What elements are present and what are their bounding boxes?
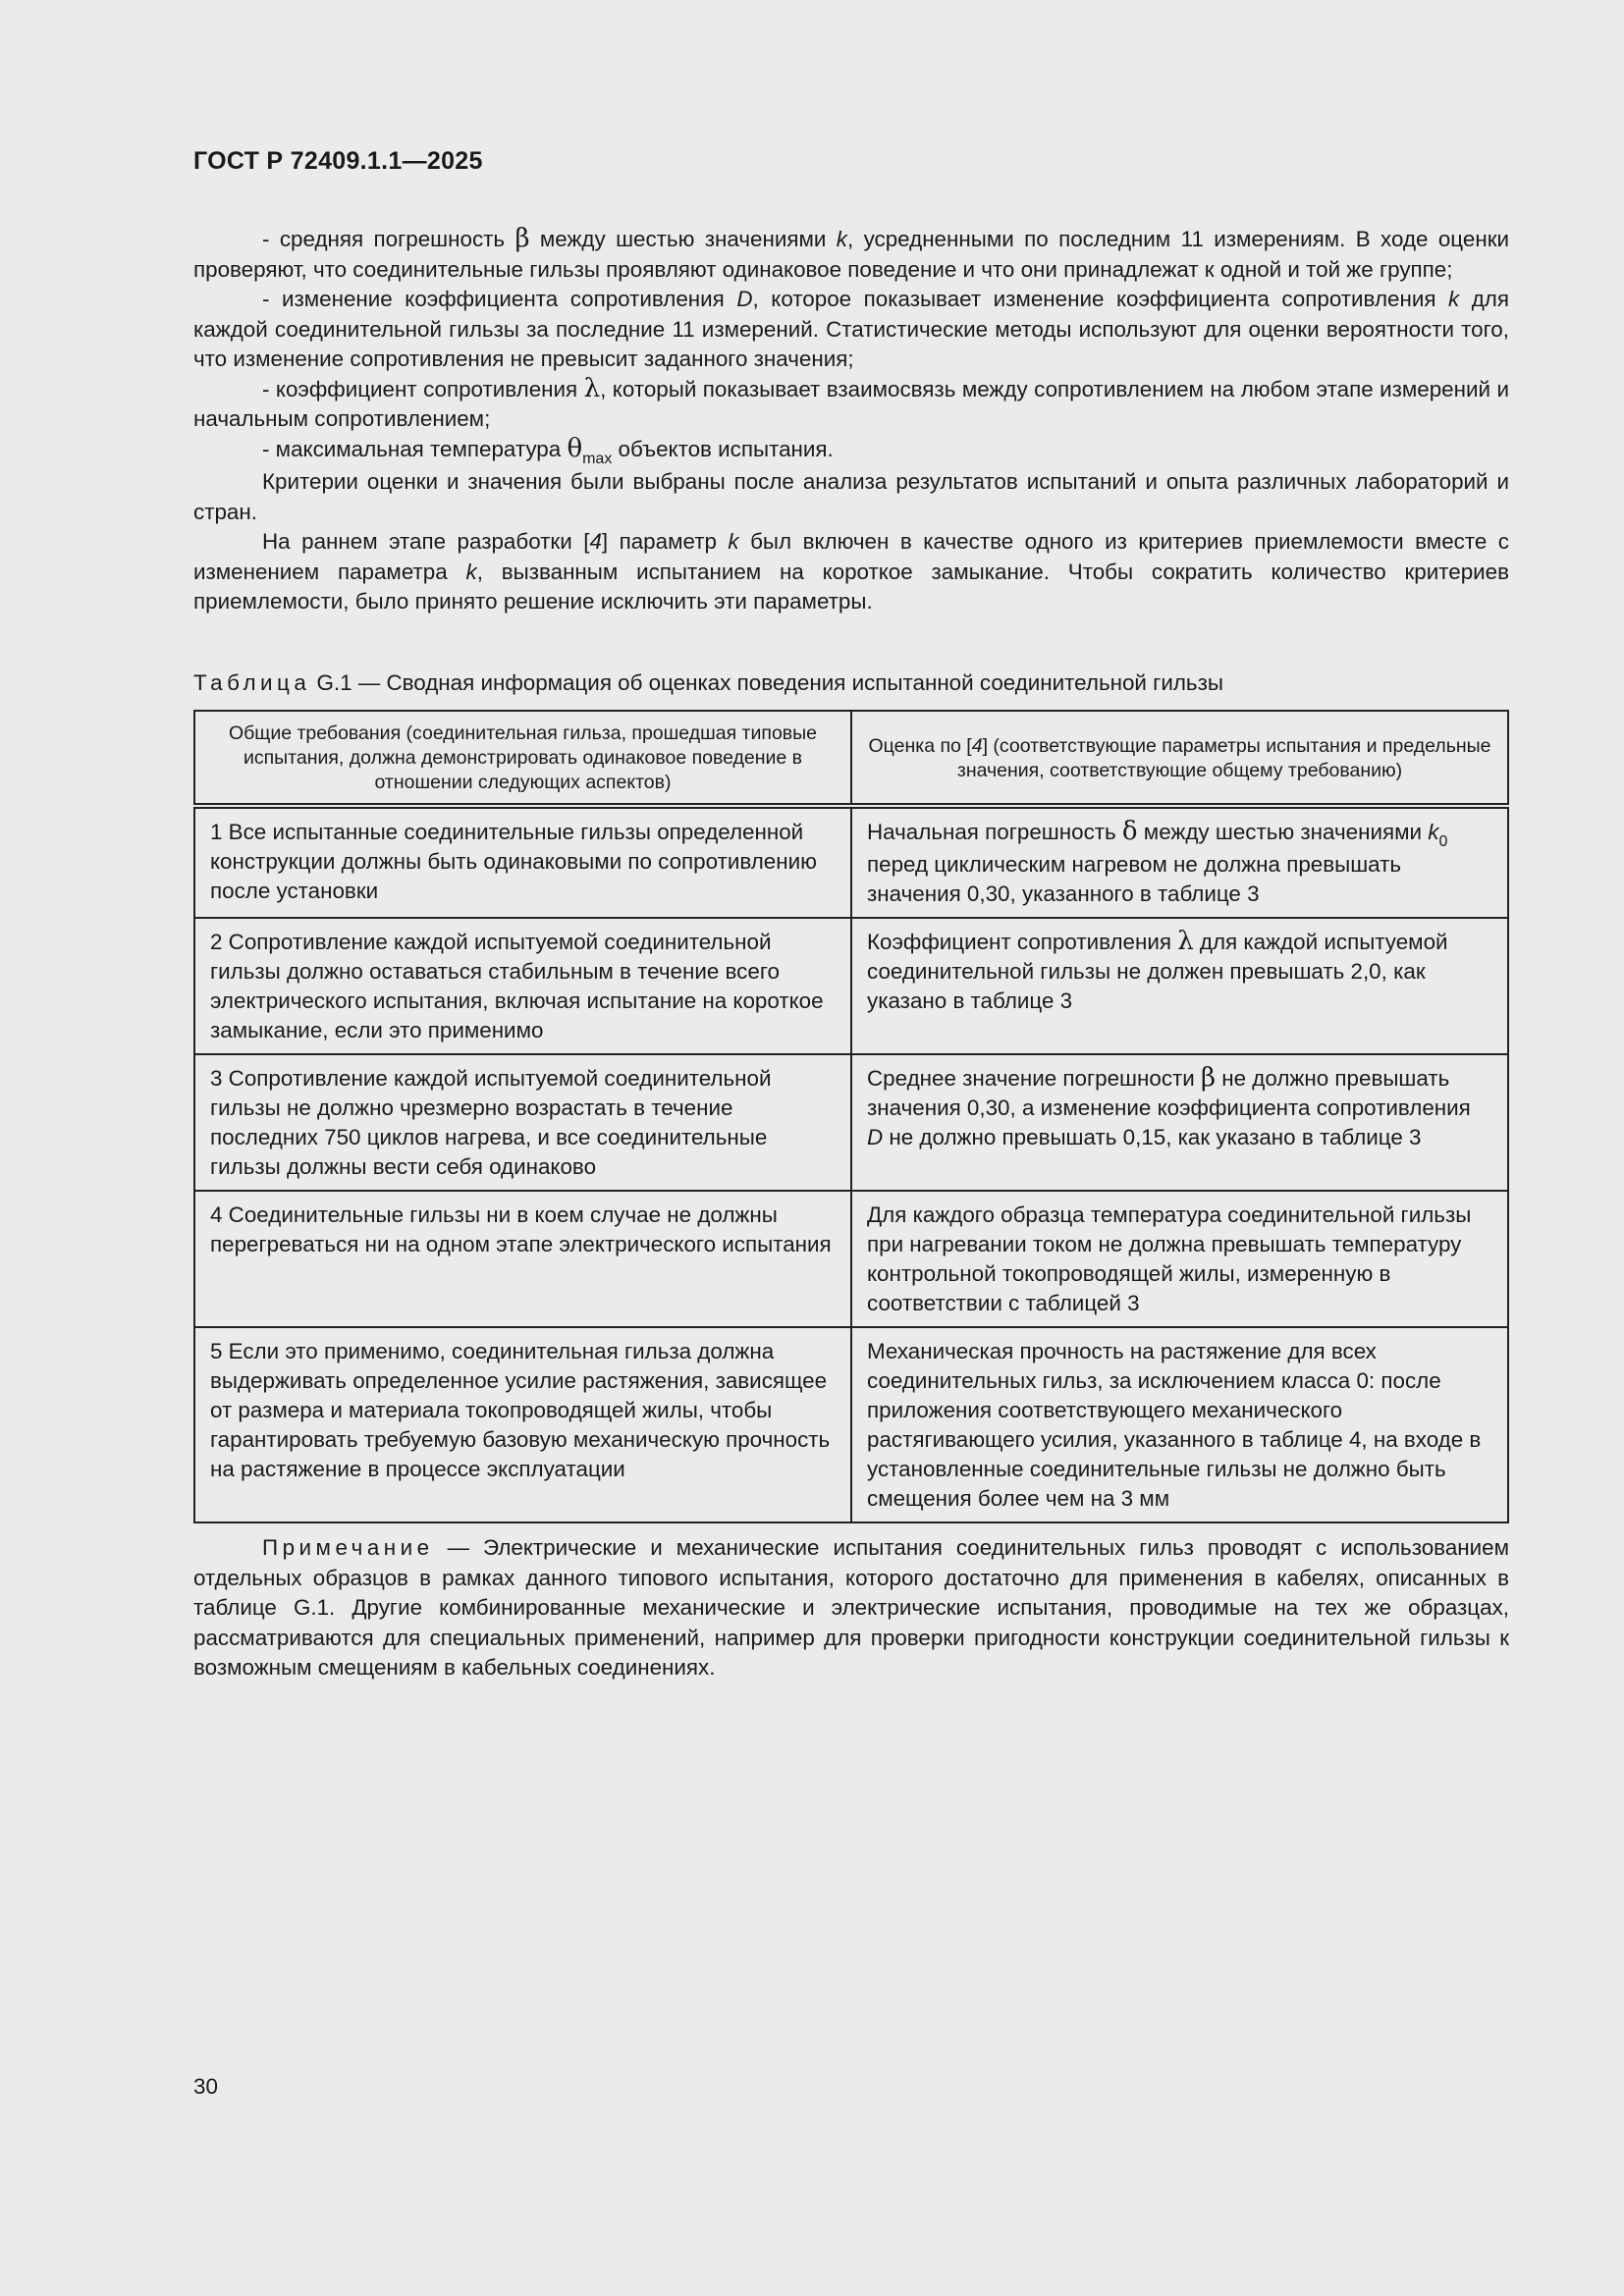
table-cell-requirement: 3 Сопротивление каждой испытуемой соединительной гильзы не должно чрезмерно возрастать в течение последних 750 циклов нагрева, и все соединительные гильзы должны вести себя одинаково xyxy=(194,1054,851,1191)
table-cell-assessment: Начальная погрешность δ между шестью значениями $k_0$ перед циклическим нагревом не должна превышать значения 0,30, указанного в таблице 3 xyxy=(851,806,1508,918)
paragraph-lambda: - коэффициент сопротивления λ, который показывает взаимосвязь между сопротивлением на любом этапе измерений и начальным сопротивлением; xyxy=(193,373,1509,431)
paragraph-criteria: Критерии оценки и значения были выбраны после анализа результатов испытаний и опыта различных лабораторий и стран. xyxy=(193,469,1509,524)
note-text: — Электрические и механические испытания соединительных гильз проводят с использованием отдельных образцов в рамках данного типового испытания, которого достаточно для применения в кабелях, описанных в таблице G.1. Другие комбинированные механические и электрические испытания, проводимые на тех же образцах, рассматриваются для специальных применений, например для проверки пригодности конструкции соединительной гильзы к возможным смещениям в кабельных соединениях. xyxy=(193,1535,1509,1680)
table-cell-assessment: Среднее значение погрешности β не должно превышать значения 0,30, а изменение коэффициента сопротивления D не должно превышать 0,15, как указано в таблице 3 xyxy=(851,1054,1508,1191)
body-text xyxy=(193,225,1509,617)
table-row xyxy=(194,1054,1508,1191)
table-caption: Таблица G.1 — Сводная информация об оценках поведения испытанной соединительной гильзы xyxy=(193,670,1223,695)
paragraph-d-coefficient: - изменение коэффициента сопротивления D, которое показывает изменение коэффициента сопротивления k для каждой соединительной гильзы за последние 11 измерений. Статистические методы используют для оценки вероятности того, что изменение сопротивления не превысит заданного значения; xyxy=(193,287,1509,371)
table-header-general-requirements: Общие требования (соединительная гильза, прошедшая типовые испытания, должна демонстрировать одинаковое поведение в отношении следующих аспектов) xyxy=(194,711,851,806)
table-row xyxy=(194,806,1508,918)
table-cell-assessment: Механическая прочность на растяжение для всех соединительных гильз, за исключением класса 0: после приложения соответствующего механического растягивающего усилия, указанного в таблице 4, на входе в установленные соединительные гильзы не должно быть смещения более чем на 3 мм xyxy=(851,1327,1508,1522)
document-header: ГОСТ Р 72409.1.1—2025 xyxy=(193,147,483,175)
table-cell-requirement: 1 Все испытанные соединительные гильзы определенной конструкции должны быть одинаковыми по сопротивлению после установки xyxy=(194,806,851,918)
table-header-row xyxy=(194,711,1508,806)
table-cell-requirement: 2 Сопротивление каждой испытуемой соединительной гильзы должно оставаться стабильным в течение всего электрического испытания, включая испытание на короткое замыкание, если это применимо xyxy=(194,918,851,1054)
table-note xyxy=(193,1533,1509,1683)
table-cell-assessment: Для каждого образца температура соединительной гильзы при нагревании током не должна превышать температуру контрольной токопроводящей жилы, измеренную в соответствии с таблицей 3 xyxy=(851,1191,1508,1327)
note-label: Примечание xyxy=(262,1535,434,1560)
table-row xyxy=(194,1327,1508,1522)
table-row xyxy=(194,1191,1508,1327)
paragraph-early-stage: На раннем этапе разработки [4] параметр k был включен в качестве одного из критериев приемлемости вместе с изменением параметра k, вызванным испытанием на короткое замыкание. Чтобы сократить количество критериев приемлемости, было принято решение исключить эти параметры. xyxy=(193,529,1510,614)
table-row xyxy=(194,918,1508,1054)
paragraph-beta: - средняя погрешность β между шестью значениями k, усредненными по последним 11 измерениям. В ходе оценки проверяют, что соединительные гильзы проявляют одинаковое поведение и что они принадлежат к одной и той же группе; xyxy=(193,224,1509,282)
table-cell-requirement: 5 Если это применимо, соединительная гильза должна выдерживать определенное усилие растяжения, зависящее от размера и материала токопроводящей жилы, чтобы гарантировать требуемую базовую механическую прочность на растяжение в процессе эксплуатации xyxy=(194,1327,851,1522)
summary-table xyxy=(193,710,1509,1523)
table-header-assessment: Оценка по [4] (соответствующие параметры испытания и предельные значения, соответствующие общему требованию) xyxy=(851,711,1508,806)
table-cell-requirement: 4 Соединительные гильзы ни в коем случае не должны перегреваться ни на одном этапе электрического испытания xyxy=(194,1191,851,1327)
page-number: 30 xyxy=(193,2074,218,2099)
paragraph-theta: - максимальная температура $\theta_{max}$ объектов испытания. xyxy=(262,433,834,467)
table-cell-assessment: Коэффициент сопротивления λ для каждой испытуемой соединительной гильзы не должен превышать 2,0, как указано в таблице 3 xyxy=(851,918,1508,1054)
